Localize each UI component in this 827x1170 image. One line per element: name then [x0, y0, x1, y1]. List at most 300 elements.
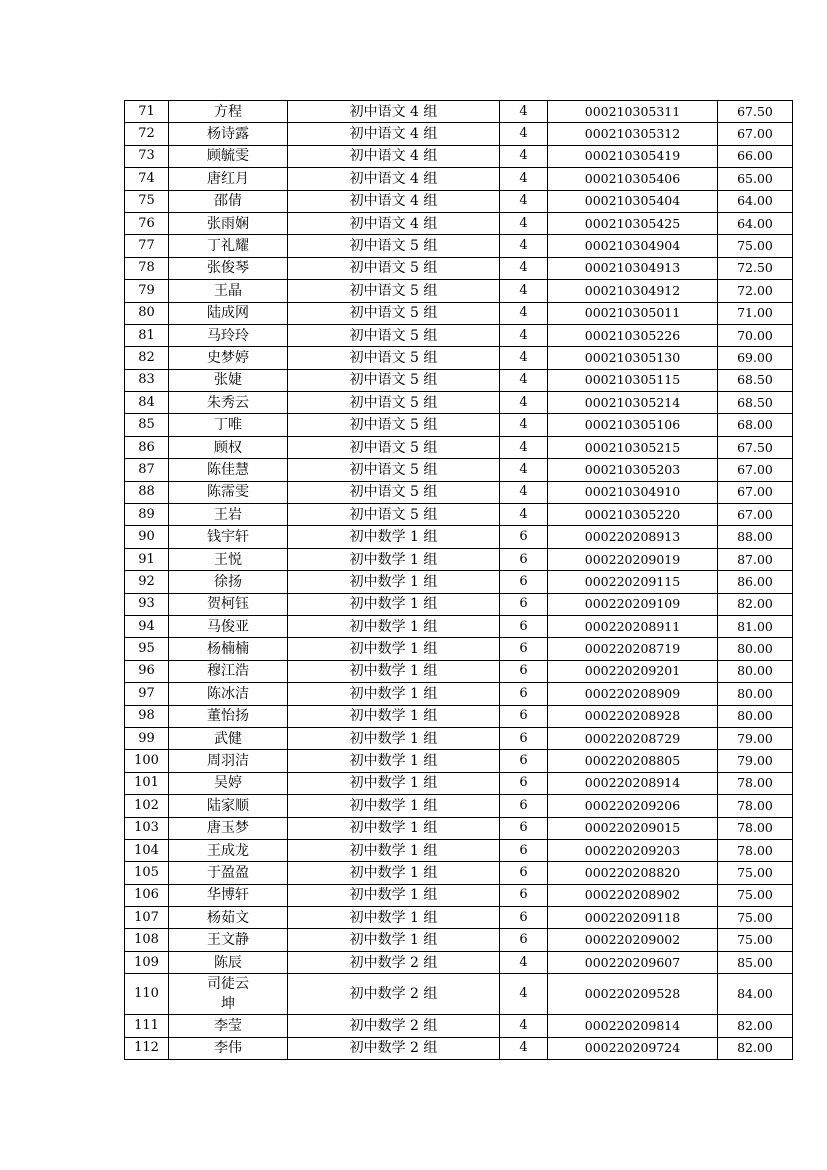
subject-group-cell: 初中语文 5 组 [288, 504, 500, 526]
exam-score-cell: 78.00 [718, 817, 793, 839]
exam-id-cell: 000210305106 [548, 414, 718, 436]
subject-group-cell: 初中数学 1 组 [288, 839, 500, 861]
row-number-cell: 73 [125, 145, 169, 167]
subject-group-cell: 初中语文 4 组 [288, 123, 500, 145]
candidate-name-cell [169, 526, 288, 548]
candidate-name-cell [169, 481, 288, 503]
row-number-cell: 103 [125, 817, 169, 839]
candidate-name-text: 邵倩 [213, 193, 242, 210]
subject-group-cell: 初中数学 1 组 [288, 615, 500, 637]
candidate-name-text: 王晶 [213, 282, 242, 299]
candidate-name-cell [169, 907, 288, 929]
row-number-cell: 76 [125, 212, 169, 234]
exam-score-cell: 66.00 [718, 145, 793, 167]
subject-group-cell: 初中语文 5 组 [288, 324, 500, 346]
table-row [125, 369, 793, 391]
quota-count-cell: 6 [500, 772, 548, 794]
quota-count-cell: 6 [500, 660, 548, 682]
candidate-name-text: 马俊亚 [206, 618, 249, 635]
candidate-name-cell [169, 145, 288, 167]
candidate-name-cell [169, 190, 288, 212]
quota-count-cell: 4 [500, 392, 548, 414]
candidate-name-text: 穆江浩 [206, 663, 249, 680]
quota-count-cell: 6 [500, 638, 548, 660]
exam-score-cell: 68.50 [718, 369, 793, 391]
table-row [125, 280, 793, 302]
table-row [125, 907, 793, 929]
candidate-name-text: 周羽洁 [206, 753, 249, 770]
table-row [125, 414, 793, 436]
subject-group-cell: 初中语文 4 组 [288, 101, 500, 123]
row-number-cell: 82 [125, 347, 169, 369]
row-number-cell: 112 [125, 1037, 169, 1059]
exam-id-cell: 000220209002 [548, 929, 718, 951]
row-number-cell: 101 [125, 772, 169, 794]
exam-id-cell: 000220208913 [548, 526, 718, 548]
exam-score-cell: 72.00 [718, 280, 793, 302]
exam-score-cell: 75.00 [718, 235, 793, 257]
row-number-cell: 89 [125, 504, 169, 526]
quota-count-cell: 6 [500, 839, 548, 861]
candidate-name-cell [169, 369, 288, 391]
row-number-cell: 75 [125, 190, 169, 212]
quota-count-cell: 4 [500, 145, 548, 167]
row-number-cell: 93 [125, 593, 169, 615]
table-row [125, 750, 793, 772]
candidate-name-cell [169, 750, 288, 772]
candidate-name-cell [169, 727, 288, 749]
table-row [125, 436, 793, 458]
table-row [125, 235, 793, 257]
exam-id-cell: 000210305312 [548, 123, 718, 145]
subject-group-cell: 初中语文 4 组 [288, 212, 500, 234]
row-number-cell: 80 [125, 302, 169, 324]
table-row [125, 862, 793, 884]
quota-count-cell: 6 [500, 683, 548, 705]
exam-id-cell: 000220208914 [548, 772, 718, 794]
subject-group-cell: 初中语文 5 组 [288, 280, 500, 302]
candidate-name-text: 王文静 [206, 932, 249, 949]
candidate-name-cell [169, 615, 288, 637]
candidate-name-cell [169, 862, 288, 884]
row-number-cell: 96 [125, 660, 169, 682]
exam-id-cell: 000210305404 [548, 190, 718, 212]
exam-score-cell: 80.00 [718, 638, 793, 660]
quota-count-cell: 4 [500, 1015, 548, 1037]
candidate-name-text: 董怡扬 [206, 708, 249, 725]
exam-id-cell: 000210304904 [548, 235, 718, 257]
quota-count-cell: 4 [500, 101, 548, 123]
row-number-cell: 95 [125, 638, 169, 660]
candidate-name-cell [169, 235, 288, 257]
subject-group-cell: 初中语文 4 组 [288, 145, 500, 167]
table-row [125, 660, 793, 682]
exam-score-cell: 75.00 [718, 907, 793, 929]
subject-group-cell: 初中数学 1 组 [288, 571, 500, 593]
row-number-cell: 107 [125, 907, 169, 929]
exam-score-cell: 65.00 [718, 168, 793, 190]
exam-id-cell: 000220209019 [548, 548, 718, 570]
candidate-name-text: 丁礼耀 [206, 238, 249, 255]
candidate-name-text: 吴婷 [213, 775, 242, 792]
candidate-name-cell [169, 638, 288, 660]
exam-score-cell: 80.00 [718, 683, 793, 705]
exam-score-cell: 67.00 [718, 504, 793, 526]
subject-group-cell: 初中数学 1 组 [288, 705, 500, 727]
candidate-name-cell [169, 280, 288, 302]
candidate-name-text: 杨诗露 [206, 126, 249, 143]
exam-score-cell: 67.00 [718, 481, 793, 503]
candidate-name-cell [169, 168, 288, 190]
table-row [125, 615, 793, 637]
candidate-name-cell [169, 392, 288, 414]
exam-score-cell: 78.00 [718, 839, 793, 861]
quota-count-cell: 4 [500, 123, 548, 145]
quota-count-cell: 4 [500, 414, 548, 436]
candidate-name-text: 马玲玲 [206, 327, 249, 344]
candidate-name-cell [169, 795, 288, 817]
candidate-name-cell [169, 974, 288, 1015]
row-number-cell: 79 [125, 280, 169, 302]
exam-id-cell: 000210305115 [548, 369, 718, 391]
quota-count-cell: 4 [500, 481, 548, 503]
candidate-name-text: 武健 [213, 730, 242, 747]
quota-count-cell: 4 [500, 436, 548, 458]
exam-id-cell: 000210304913 [548, 257, 718, 279]
table-body [125, 101, 793, 1060]
table-row [125, 1015, 793, 1037]
table-row [125, 727, 793, 749]
quota-count-cell: 4 [500, 235, 548, 257]
quota-count-cell: 6 [500, 593, 548, 615]
candidate-name-text: 陆家顺 [206, 797, 249, 814]
subject-group-cell: 初中语文 5 组 [288, 369, 500, 391]
row-number-cell: 109 [125, 951, 169, 973]
exam-score-cell: 67.00 [718, 459, 793, 481]
exam-id-cell: 000210305130 [548, 347, 718, 369]
candidate-name-text: 王悦 [213, 551, 242, 568]
quota-count-cell: 6 [500, 929, 548, 951]
candidate-name-text: 杨茹文 [206, 909, 249, 926]
row-number-cell: 94 [125, 615, 169, 637]
candidate-name-cell [169, 436, 288, 458]
candidate-name-cell [169, 347, 288, 369]
exam-id-cell: 000210305215 [548, 436, 718, 458]
row-number-cell: 108 [125, 929, 169, 951]
exam-score-cell: 82.00 [718, 1037, 793, 1059]
exam-id-cell: 000220209607 [548, 951, 718, 973]
subject-group-cell: 初中数学 1 组 [288, 660, 500, 682]
candidate-name-text: 徐扬 [213, 573, 242, 590]
table-row [125, 839, 793, 861]
table-row [125, 638, 793, 660]
row-number-cell: 87 [125, 459, 169, 481]
subject-group-cell: 初中语文 5 组 [288, 481, 500, 503]
exam-score-cell: 81.00 [718, 615, 793, 637]
table-row [125, 974, 793, 1015]
subject-group-cell: 初中数学 1 组 [288, 772, 500, 794]
candidate-name-text: 陆成网 [206, 305, 249, 322]
row-number-cell: 91 [125, 548, 169, 570]
candidate-name-cell [169, 817, 288, 839]
row-number-cell: 98 [125, 705, 169, 727]
quota-count-cell: 4 [500, 168, 548, 190]
quota-count-cell: 4 [500, 280, 548, 302]
exam-score-cell: 84.00 [718, 974, 793, 1015]
candidate-name-cell [169, 929, 288, 951]
candidate-name-cell [169, 101, 288, 123]
exam-id-cell: 000220209115 [548, 571, 718, 593]
subject-group-cell: 初中数学 1 组 [288, 862, 500, 884]
exam-score-cell: 68.50 [718, 392, 793, 414]
exam-score-cell: 88.00 [718, 526, 793, 548]
exam-id-cell: 000220209528 [548, 974, 718, 1015]
row-number-cell: 72 [125, 123, 169, 145]
subject-group-cell: 初中数学 2 组 [288, 974, 500, 1015]
candidate-name-text: 朱秀云 [206, 394, 249, 411]
subject-group-cell: 初中数学 1 组 [288, 727, 500, 749]
subject-group-cell: 初中语文 5 组 [288, 347, 500, 369]
subject-group-cell: 初中数学 2 组 [288, 951, 500, 973]
quota-count-cell: 6 [500, 862, 548, 884]
exam-id-cell: 000220209724 [548, 1037, 718, 1059]
row-number-cell: 105 [125, 862, 169, 884]
exam-score-cell: 79.00 [718, 750, 793, 772]
table-row [125, 392, 793, 414]
row-number-cell: 86 [125, 436, 169, 458]
candidate-name-text: 李莹 [213, 1017, 242, 1034]
exam-id-cell: 000220208719 [548, 638, 718, 660]
quota-count-cell: 4 [500, 302, 548, 324]
candidate-name-cell [169, 839, 288, 861]
exam-id-cell: 000210305214 [548, 392, 718, 414]
exam-id-cell: 000220209118 [548, 907, 718, 929]
quota-count-cell: 6 [500, 548, 548, 570]
exam-id-cell: 000220208911 [548, 615, 718, 637]
row-number-cell: 110 [125, 974, 169, 1015]
exam-id-cell: 000220209109 [548, 593, 718, 615]
candidate-name-text: 王岩 [213, 506, 242, 523]
table-row [125, 683, 793, 705]
subject-group-cell: 初中语文 4 组 [288, 168, 500, 190]
exam-score-cell: 78.00 [718, 772, 793, 794]
exam-id-cell: 000220209206 [548, 795, 718, 817]
quota-count-cell: 6 [500, 884, 548, 906]
exam-score-cell: 82.00 [718, 593, 793, 615]
candidate-name-cell [169, 123, 288, 145]
exam-id-cell: 000220209201 [548, 660, 718, 682]
candidate-name-cell [169, 1015, 288, 1037]
candidate-name-cell [169, 548, 288, 570]
table-row [125, 571, 793, 593]
table-row [125, 302, 793, 324]
exam-score-cell: 64.00 [718, 212, 793, 234]
exam-score-cell: 67.50 [718, 101, 793, 123]
quota-count-cell: 6 [500, 705, 548, 727]
subject-group-cell: 初中数学 1 组 [288, 750, 500, 772]
table-row [125, 929, 793, 951]
exam-id-cell: 000210305419 [548, 145, 718, 167]
exam-score-cell: 87.00 [718, 548, 793, 570]
exam-score-cell: 64.00 [718, 190, 793, 212]
exam-score-cell: 71.00 [718, 302, 793, 324]
table-row [125, 593, 793, 615]
row-number-cell: 92 [125, 571, 169, 593]
exam-id-cell: 000210305203 [548, 459, 718, 481]
exam-id-cell: 000220208902 [548, 884, 718, 906]
row-number-cell: 102 [125, 795, 169, 817]
subject-group-cell: 初中语文 4 组 [288, 190, 500, 212]
table-row [125, 951, 793, 973]
exam-id-cell: 000220209814 [548, 1015, 718, 1037]
quota-count-cell: 6 [500, 526, 548, 548]
table-row [125, 190, 793, 212]
quota-count-cell: 4 [500, 459, 548, 481]
table-row [125, 145, 793, 167]
candidate-name-cell [169, 951, 288, 973]
row-number-cell: 74 [125, 168, 169, 190]
candidate-name-cell [169, 324, 288, 346]
candidate-name-cell [169, 504, 288, 526]
candidate-name-text: 于盈盈 [206, 864, 249, 881]
candidate-name-text: 王成龙 [206, 842, 249, 859]
table-row [125, 548, 793, 570]
candidate-name-cell [169, 571, 288, 593]
candidate-name-text: 史梦婷 [206, 349, 249, 366]
subject-group-cell: 初中数学 2 组 [288, 1015, 500, 1037]
exam-id-cell: 000210304910 [548, 481, 718, 503]
quota-count-cell: 6 [500, 795, 548, 817]
subject-group-cell: 初中数学 1 组 [288, 929, 500, 951]
table-row [125, 504, 793, 526]
candidate-name-text: 司徒云坤 [206, 976, 249, 1013]
row-number-cell: 85 [125, 414, 169, 436]
candidate-name-text: 李伟 [213, 1040, 242, 1057]
table-row [125, 347, 793, 369]
candidate-name-text: 丁唯 [213, 417, 242, 434]
subject-group-cell: 初中语文 5 组 [288, 392, 500, 414]
exam-score-cell: 69.00 [718, 347, 793, 369]
exam-id-cell: 000220208820 [548, 862, 718, 884]
candidate-name-text: 张婕 [213, 372, 242, 389]
candidate-name-cell [169, 302, 288, 324]
quota-count-cell: 4 [500, 951, 548, 973]
exam-score-cell: 68.00 [718, 414, 793, 436]
table-row [125, 705, 793, 727]
subject-group-cell: 初中语文 5 组 [288, 414, 500, 436]
row-number-cell: 88 [125, 481, 169, 503]
candidate-name-text: 贺柯钰 [206, 596, 249, 613]
subject-group-cell: 初中语文 5 组 [288, 235, 500, 257]
candidate-name-cell [169, 660, 288, 682]
exam-score-cell: 72.50 [718, 257, 793, 279]
table-row [125, 884, 793, 906]
exam-score-cell: 75.00 [718, 929, 793, 951]
subject-group-cell: 初中数学 1 组 [288, 884, 500, 906]
table-row [125, 168, 793, 190]
subject-group-cell: 初中数学 1 组 [288, 548, 500, 570]
table-row [125, 212, 793, 234]
row-number-cell: 99 [125, 727, 169, 749]
table-row [125, 817, 793, 839]
exam-id-cell: 000220208729 [548, 727, 718, 749]
subject-group-cell: 初中数学 1 组 [288, 593, 500, 615]
candidate-name-cell [169, 414, 288, 436]
candidate-name-text: 顾权 [213, 439, 242, 456]
row-number-cell: 111 [125, 1015, 169, 1037]
candidate-name-cell [169, 1037, 288, 1059]
table-row [125, 123, 793, 145]
row-number-cell: 84 [125, 392, 169, 414]
candidate-name-cell [169, 257, 288, 279]
exam-score-cell: 80.00 [718, 705, 793, 727]
table-row [125, 481, 793, 503]
exam-score-cell: 82.00 [718, 1015, 793, 1037]
exam-id-cell: 000220209203 [548, 839, 718, 861]
exam-id-cell: 000210305011 [548, 302, 718, 324]
exam-id-cell: 000220209015 [548, 817, 718, 839]
quota-count-cell: 4 [500, 369, 548, 391]
quota-count-cell: 6 [500, 571, 548, 593]
row-number-cell: 78 [125, 257, 169, 279]
exam-id-cell: 000210305406 [548, 168, 718, 190]
row-number-cell: 100 [125, 750, 169, 772]
quota-count-cell: 4 [500, 257, 548, 279]
quota-count-cell: 4 [500, 1037, 548, 1059]
candidate-name-cell [169, 884, 288, 906]
candidate-name-cell [169, 212, 288, 234]
subject-group-cell: 初中数学 2 组 [288, 1037, 500, 1059]
exam-score-cell: 75.00 [718, 862, 793, 884]
row-number-cell: 81 [125, 324, 169, 346]
row-number-cell: 77 [125, 235, 169, 257]
quota-count-cell: 4 [500, 190, 548, 212]
score-table [124, 100, 793, 1060]
table-row [125, 1037, 793, 1059]
quota-count-cell: 6 [500, 615, 548, 637]
candidate-name-text: 陈佳慧 [206, 461, 249, 478]
exam-score-cell: 80.00 [718, 660, 793, 682]
exam-score-cell: 70.00 [718, 324, 793, 346]
exam-id-cell: 000210305425 [548, 212, 718, 234]
quota-count-cell: 6 [500, 727, 548, 749]
candidate-name-text: 唐红月 [206, 170, 249, 187]
exam-id-cell: 000210305226 [548, 324, 718, 346]
table-row [125, 795, 793, 817]
candidate-name-cell [169, 772, 288, 794]
candidate-name-text: 陈冰洁 [206, 685, 249, 702]
exam-id-cell: 000210304912 [548, 280, 718, 302]
quota-count-cell: 4 [500, 974, 548, 1015]
candidate-name-text: 唐玉梦 [206, 820, 249, 837]
exam-score-cell: 86.00 [718, 571, 793, 593]
table-row [125, 526, 793, 548]
subject-group-cell: 初中数学 1 组 [288, 795, 500, 817]
row-number-cell: 83 [125, 369, 169, 391]
subject-group-cell: 初中数学 1 组 [288, 526, 500, 548]
exam-id-cell: 000220208909 [548, 683, 718, 705]
quota-count-cell: 6 [500, 817, 548, 839]
exam-id-cell: 000210305220 [548, 504, 718, 526]
quota-count-cell: 6 [500, 750, 548, 772]
candidate-name-text: 方程 [213, 103, 242, 120]
exam-score-cell: 75.00 [718, 884, 793, 906]
exam-score-cell: 79.00 [718, 727, 793, 749]
candidate-name-text: 杨楠楠 [206, 641, 249, 658]
row-number-cell: 104 [125, 839, 169, 861]
quota-count-cell: 4 [500, 347, 548, 369]
table-row [125, 324, 793, 346]
